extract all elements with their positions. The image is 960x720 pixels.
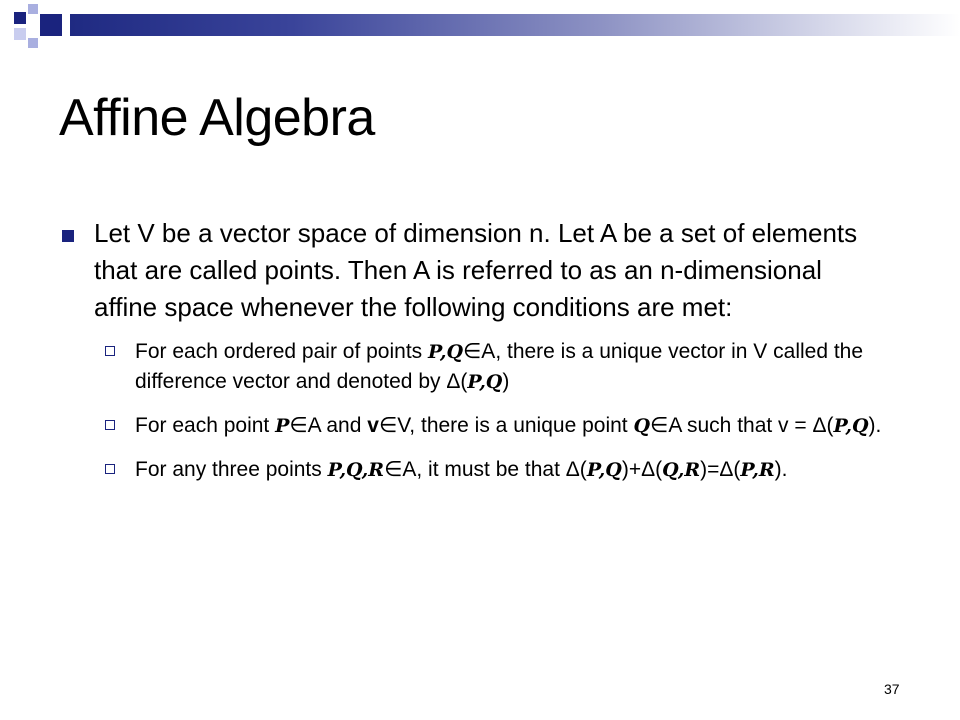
point-symbol: Q,R: [662, 459, 701, 481]
point-symbol: P,Q: [467, 371, 503, 393]
banner-gradient-bar: [70, 14, 960, 36]
sub-bullet-text: ).: [868, 414, 882, 437]
page-number: 37: [884, 681, 900, 697]
sub-bullet-item: [134, 337, 890, 397]
banner-square-lilac-small: [28, 38, 38, 48]
point-symbol: P,Q: [833, 415, 869, 437]
main-bullet-text: Let V be a vector space of dimension n. Let A be a set of elements that are called points. Then A is referred to as an n-dimensional affine space whenever the following conditions are met:: [94, 218, 858, 322]
banner-square-navy: [14, 12, 26, 24]
sub-bullet-item: [134, 411, 890, 441]
point-symbol: P,Q: [428, 341, 464, 363]
hollow-square-bullet-icon: [105, 346, 115, 356]
hollow-square-bullet-icon: [105, 464, 115, 474]
hollow-square-bullet-icon: [105, 420, 115, 430]
sub-bullet-text: ∈V, there is a unique point: [378, 414, 634, 437]
sub-bullet-text: ∈A and: [289, 414, 368, 437]
point-symbol: P: [275, 415, 290, 437]
sub-bullet-list: [60, 337, 890, 485]
sub-bullet-text: )+Δ(: [621, 458, 663, 481]
slide-content: [60, 215, 890, 499]
sub-bullet-text: ∈A, it must be that Δ(: [384, 458, 587, 481]
sub-bullet-text: )=Δ(: [700, 458, 741, 481]
vector-symbol: v: [367, 414, 379, 437]
banner-square-lilac: [28, 4, 38, 14]
slide-title: Affine Algebra: [59, 89, 375, 147]
sub-bullet-text: For any three points: [135, 458, 328, 481]
sub-bullet-text: ∈A, there is a unique vector in V called the difference vector and denoted by Δ(: [135, 340, 864, 393]
sub-bullet-text: ): [502, 370, 510, 393]
banner-square-navy-large: [40, 14, 62, 36]
square-bullet-icon: [62, 230, 74, 242]
banner-square-light: [14, 28, 26, 40]
point-symbol: P,R: [740, 459, 775, 481]
point-symbol: P,Q,R: [327, 459, 385, 481]
point-symbol: P,Q: [586, 459, 622, 481]
sub-bullet-text: For each point: [135, 414, 276, 437]
point-symbol: Q: [633, 415, 651, 437]
sub-bullet-text: ).: [774, 458, 788, 481]
sub-bullet-text: ∈A such that v = Δ(: [650, 414, 834, 437]
sub-bullet-text: For each ordered pair of points: [135, 340, 428, 363]
title-banner: [0, 0, 960, 60]
main-bullet-item: [60, 215, 890, 326]
sub-bullet-item: [134, 455, 890, 485]
